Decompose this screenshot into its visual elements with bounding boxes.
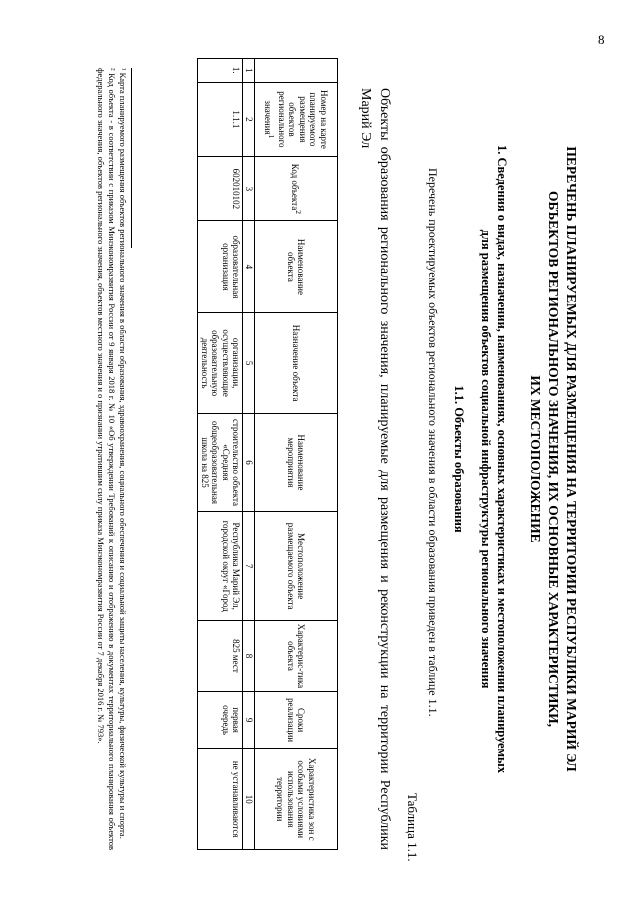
- main-title-line: ИХ МЕСТОПОЛОЖЕНИЕ: [528, 375, 543, 543]
- cell-object-purpose: организации, осуществляющие образовательную деятельность: [198, 313, 243, 413]
- cell-object-name: образовательная организация: [198, 221, 243, 313]
- column-number: 3: [243, 157, 255, 221]
- cell-location: Республика Марий Эл, городской округ «Город: [198, 512, 243, 621]
- table-label: Таблица 1.1.: [405, 793, 420, 862]
- cell-characteristic: 825 мест: [198, 621, 243, 692]
- header-cell-4: Наименование объекта: [255, 221, 338, 313]
- header-cell-2: [255, 82, 338, 157]
- column-number: 6: [243, 413, 255, 511]
- column-number-row: [243, 59, 255, 850]
- cell-map-number: 1.1.1: [198, 82, 243, 157]
- column-number: 8: [243, 621, 255, 692]
- intro-text: Перечень проектируемых объектов регионального значения в области образования приведен в таблице 1.1.: [426, 168, 440, 717]
- column-number: 9: [243, 691, 255, 749]
- header-cell-1: [255, 59, 338, 83]
- header-cell-9: Сроки реализации: [255, 691, 338, 749]
- table-row: [198, 59, 243, 850]
- header-cell-5: Назначение объекта: [255, 313, 338, 413]
- table-header-row: [255, 59, 338, 850]
- column-number: 1: [243, 59, 255, 83]
- column-number: 5: [243, 313, 255, 413]
- cell-object-code: 602010102: [198, 157, 243, 221]
- main-title-line: ОБЪЕКТОВ РЕГИОНАЛЬНОГО ЗНАЧЕНИЯ, ИХ ОСНОВНЫЕ ХАРАКТЕРИСТИКИ,: [546, 190, 561, 728]
- footnotes: [95, 68, 128, 850]
- table-caption-paragraph: Объекты образования регионального значения, планируемые для размещения и реконструкции на территории Республики Марий Эл: [358, 88, 392, 850]
- footnote: ² Код объекта - в соответствии с приказом Минэкономразвития России от 9 января 2018 г. № 10 «Об утверждении Требований к описанию и отображению в документах территориального планирования объектов федерального значения, объектов регионального значения, объектов местного значения и о признании утратившим силу приказа Минэкономразвития России от 7 декабря 2016 г. № 793».: [96, 68, 117, 850]
- header-cell-10: Характеристика зон с особыми условиями использования территории: [255, 749, 338, 850]
- column-number: 7: [243, 512, 255, 621]
- objects-table: [198, 58, 339, 850]
- section-title-line: для размещения объектов социальной инфраструктуры регионального значения: [479, 229, 493, 689]
- main-title: [526, 68, 580, 850]
- cell-row-number: 1.: [198, 59, 243, 83]
- header-cell-6: Наименование мероприятия: [255, 413, 338, 511]
- cell-zone-characteristic: не устанавливаются: [198, 749, 243, 850]
- section-title: [478, 68, 510, 850]
- cell-measure-name: строительство объекта «Средняя общеобразовательная школа на 825: [198, 413, 243, 511]
- column-number: 10: [243, 749, 255, 850]
- header-cell-8: Характерис-тика объекта: [255, 621, 338, 692]
- subsection-title: 1.1. Объекты образования: [452, 385, 466, 533]
- page-number: 8: [598, 32, 605, 47]
- main-title-line: ПЕРЕЧЕНЬ ПЛАНИРУЕМЫХ ДЛЯ РАЗМЕЩЕНИЯ НА ТЕРРИТОРИИ РЕСПУБЛИКИ МАРИЙ ЭЛ: [564, 146, 579, 772]
- header-cell-3: [255, 157, 338, 221]
- footnote: ¹ Карта планируемого размещения объектов регионального значения в области образования, здравоохранения, социального обеспечения и социальной защиты населения, культуры, физической культуры и спорта.: [118, 68, 128, 839]
- section-title-line: 1. Сведения о видах, назначении, наименованиях, основных характеристиках и местоположении планируемых: [495, 144, 509, 774]
- footnote-ref-1: 1: [267, 134, 277, 139]
- header-cell-7: Местоположение размещаемого объекта: [255, 512, 338, 621]
- cell-timeline: первая очередь: [198, 691, 243, 749]
- header-cell-3-text: Код объекта: [289, 163, 300, 211]
- footnote-ref-2: 2: [293, 210, 303, 214]
- rotated-page-content: [60, 48, 590, 870]
- column-number: 4: [243, 221, 255, 313]
- column-number: 2: [243, 82, 255, 157]
- footnote-divider: [131, 68, 132, 248]
- header-cell-2-text: Номер на карте планируемого размещения объектов регионального значения: [263, 89, 329, 149]
